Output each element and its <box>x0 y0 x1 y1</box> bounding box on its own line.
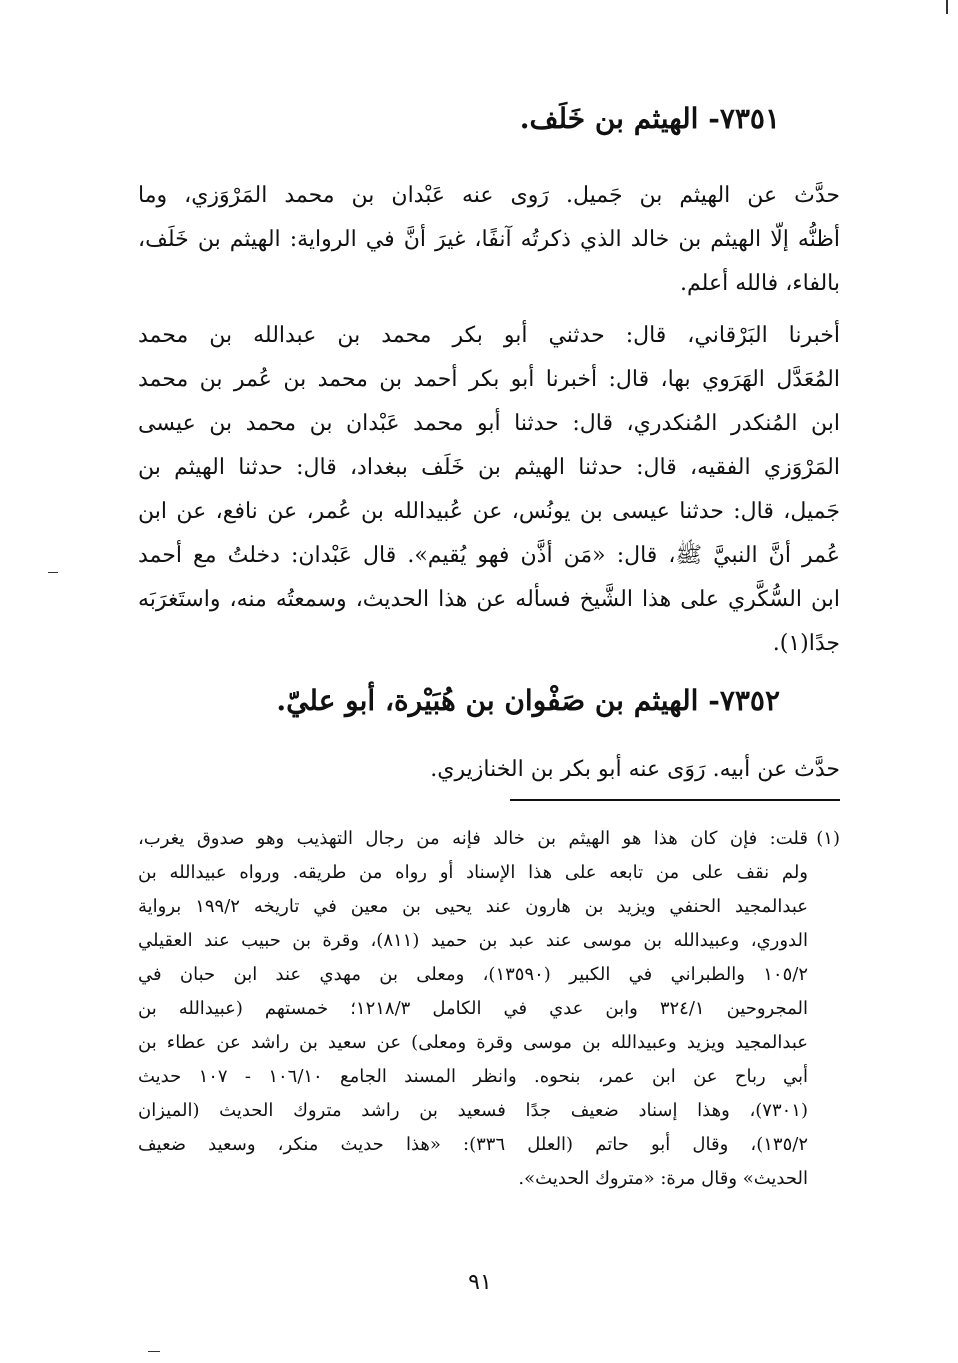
footnote-line: عبدالمجيد ويزيد وعبيدالله بن موسى وقرة ومعلى) عن سعيد بن راشد عن عطاء بن <box>138 1032 808 1053</box>
entry-7351-paragraph-2 <box>138 314 840 666</box>
footnote-line: الدوري، وعبيدالله بن موسى عند عبد بن حميد (٨١١)، وقرة بن حبيب عند العقيلي <box>138 930 808 951</box>
footnote-text <box>138 822 808 1196</box>
entry-7351-paragraph-1 <box>138 174 840 306</box>
footnote-line: ١٠٥/٢ والطبراني في الكبير (١٣٥٩٠)، ومعلى بن مهدي عند ابن حبان في <box>138 964 808 985</box>
footnote-line: (٧٣٠١)، وهذا إسناد ضعيف جدًا فسعيد بن راشد متروك الحديث (الميزان <box>138 1100 808 1121</box>
text-line: ابن المُنكدر المُنكدري، قال: حدثنا أبو محمد عَبْدان بن محمد بن عيسى <box>138 411 840 436</box>
text-line: حدَّث عن أبيه. رَوَى عنه أبو بكر بن الخنازيري. <box>430 757 840 782</box>
text-line: بالفاء، فالله أعلم. <box>680 271 840 296</box>
text-line: المَرْوَزي الفقيه، قال: حدثنا الهيثم بن خَلَف ببغداد، قال: حدثنا الهيثم بن <box>138 455 840 480</box>
scan-mark-bottom <box>148 1351 160 1352</box>
footnote-line: المجروحين ٣٢٤/١ وابن عدي في الكامل ١٢١٨/٣؛ خمستهم (عبيدالله بن <box>138 998 808 1019</box>
footnote-divider <box>510 799 840 801</box>
text-line: جدًا(١). <box>772 631 840 656</box>
footnote-line: ١٣٥/٢)، وقال أبو حاتم (العلل ٣٣٦): «هذا حديث منكر، وسعيد ضعيف <box>138 1134 808 1155</box>
footnote-line: عبدالمجيد الحنفي ويزيد بن هارون عند يحيى بن معين في تاريخه ١٩٩/٢ برواية <box>138 896 808 917</box>
text-line: المُعَدَّل الهَرَوي بها، قال: أخبرنا أبو بكر أحمد بن محمد بن عُمر بن محمد <box>138 367 840 392</box>
text-line: حدَّث عن الهيثم بن جَميل. رَوى عنه عَبْدان بن محمد المَرْوَزي، وما <box>138 183 840 208</box>
entry-7352-paragraph-1 <box>138 748 840 792</box>
page-number: ٩١ <box>468 1270 492 1295</box>
scan-mark-left <box>48 572 58 573</box>
scan-mark-top-right <box>946 0 948 14</box>
text-line: جَميل، قال: حدثنا عيسى بن يونُس، عن عُبيدالله بن عُمر، عن نافع، عن ابن <box>138 499 840 524</box>
footnote-number: (١) <box>816 828 840 849</box>
footnote-line: قلت: فإن كان هذا هو الهيثم بن خالد فإنه من رجال التهذيب وهو صدوق يغرب، <box>138 828 808 849</box>
entry-heading-7352: ٧٣٥٢- الهيثم بن صَفْوان بن هُبَيْرة، أبو عليّ. <box>276 684 780 717</box>
text-line: أخبرنا البَرْقاني، قال: حدثني أبو بكر محمد بن عبدالله بن محمد <box>138 323 840 348</box>
text-line: عُمر أنَّ النبيَّ ﷺ، قال: «مَن أذَّن فهو يُقيم». قال عَبْدان: دخلتُ مع أحمد <box>138 543 840 568</box>
footnote-line: أبي رباح عن ابن عمر، بنحوه. وانظر المسند الجامع ١٠٦/١٠ - ١٠٧ حديث <box>138 1066 808 1087</box>
entry-heading-7351: ٧٣٥١- الهيثم بن خَلَف. <box>519 102 780 135</box>
footnote-line: ولم نقف على من تابعه على هذا الإسناد أو رواه من طريقه. ورواه عبيدالله بن <box>138 862 808 883</box>
footnote-line: الحديث» وقال مرة: «متروك الحديث». <box>518 1168 808 1189</box>
text-line: أظنُّه إلّا الهيثم بن خالد الذي ذكرتُه آنفًا، غيرَ أنَّ في الرواية: الهيثم بن خَلَف، <box>138 227 840 252</box>
text-line: ابن السُّكَّري على هذا الشَّيخ فسأله عن هذا الحديث، وسمعتُه منه، واستَغرَبَه <box>138 587 840 612</box>
